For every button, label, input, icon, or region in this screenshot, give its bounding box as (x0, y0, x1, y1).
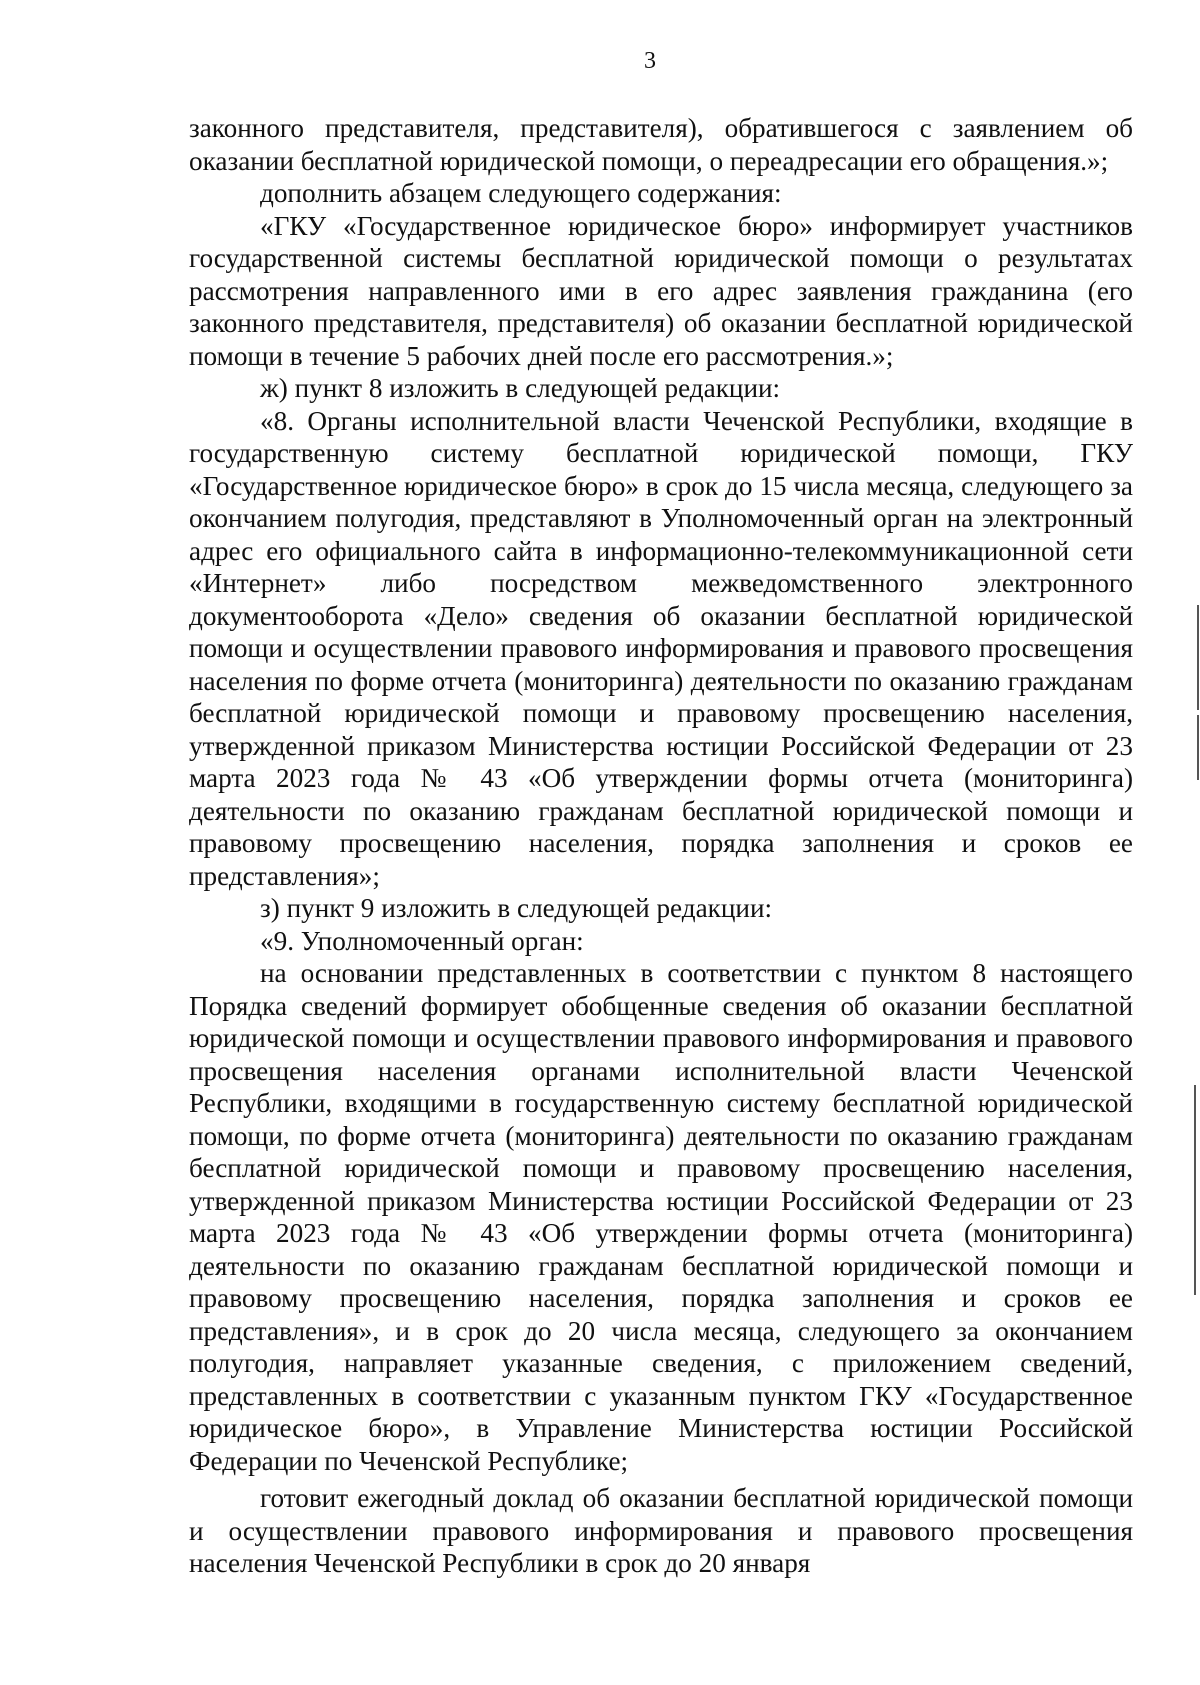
paragraph-point-8: «8. Органы исполнительной власти Чеченской Республики, входящие в государственную систему бесплатной юридической помощи, ГКУ «Государственное юридическое бюро» в срок до 15 числа месяца, следующего за окончанием полугодия, представляют в Уполномоченный орган на электронный адрес его официального сайта в информационно-телекоммуникационной сети «Интернет» либо посредством межведомственного электронного документооборота «Дело» сведения об оказании бесплатной юридической помощи и осуществлении правового информирования и правового просвещения населения по форме отчета (мониторинга) деятельности по оказанию гражданам бесплатной юридической помощи и правовому просвещению населения, утвержденной приказом Министерства юстиции Российской Федерации от 23 марта 2023 года № 43 «Об утверждении формы отчета (мониторинга) деятельности по оказанию гражданам бесплатной юридической помощи и правовому просвещению населения, порядка заполнения и сроков ее представления»; (189, 405, 1133, 891)
paragraph-continuation: законного представителя, представителя), обратившегося с заявлением об оказании бесплатной юридической помощи, о переадресации его обращения.»; (189, 113, 1133, 176)
paragraph-add-instruction: дополнить абзацем следующего содержания: (260, 178, 782, 208)
paragraph-point-9: «9. Уполномоченный орган: (260, 925, 584, 956)
margin-scan-mark (1194, 1085, 1196, 1295)
paragraph-bureau-info: «ГКУ «Государственное юридическое бюро» информирует участников государственной системы бесплатной юридической помощи о результатах рассмотрения направленного ими в его адрес заявления гражданина (его законного представителя, представителя) об оказании бесплатной юридической помощи в течение 5 рабочих дней после его рассмотрения.»; (189, 210, 1133, 371)
paragraph-annual-report: готовит ежегодный доклад об оказании бесплатной юридической помощи и осуществлении правового информирования и правового просвещения населения Чеченской Республики в срок до 20 января (189, 1483, 1133, 1578)
document-body (189, 112, 1133, 1580)
paragraph-point-9-basis: на основании представленных в соответствии с пунктом 8 настоящего Порядка сведений формирует обобщенные сведения об оказании бесплатной юридической помощи и осуществлении правового информирования и правового просвещения населения органами исполнительной власти Чеченской Республики, входящими в государственную систему бесплатной юридической помощи, по форме отчета (мониторинга) деятельности по оказанию гражданам бесплатной юридической помощи и правовому просвещению населения, утвержденной приказом Министерства юстиции Российской Федерации от 23 марта 2023 года № 43 «Об утверждении формы отчета (мониторинга) деятельности по оказанию гражданам бесплатной юридической помощи и правовому просвещению населения, порядка заполнения и сроков ее представления», и в срок до 20 числа месяца, следующего за окончанием полугодия, направляет указанные сведения, с приложением сведений, представленных в соответствии с указанным пунктом ГКУ «Государственное юридическое бюро», в Управление Министерства юстиции Российской Федерации по Чеченской Республике; (189, 958, 1133, 1476)
page-number: 3 (644, 48, 656, 74)
margin-scan-mark (1197, 715, 1199, 780)
paragraph-item-zh: ж) пункт 8 изложить в следующей редакции: (260, 373, 781, 403)
paragraph-item-z: з) пункт 9 изложить в следующей редакции: (260, 893, 773, 923)
margin-scan-mark (1197, 605, 1199, 710)
